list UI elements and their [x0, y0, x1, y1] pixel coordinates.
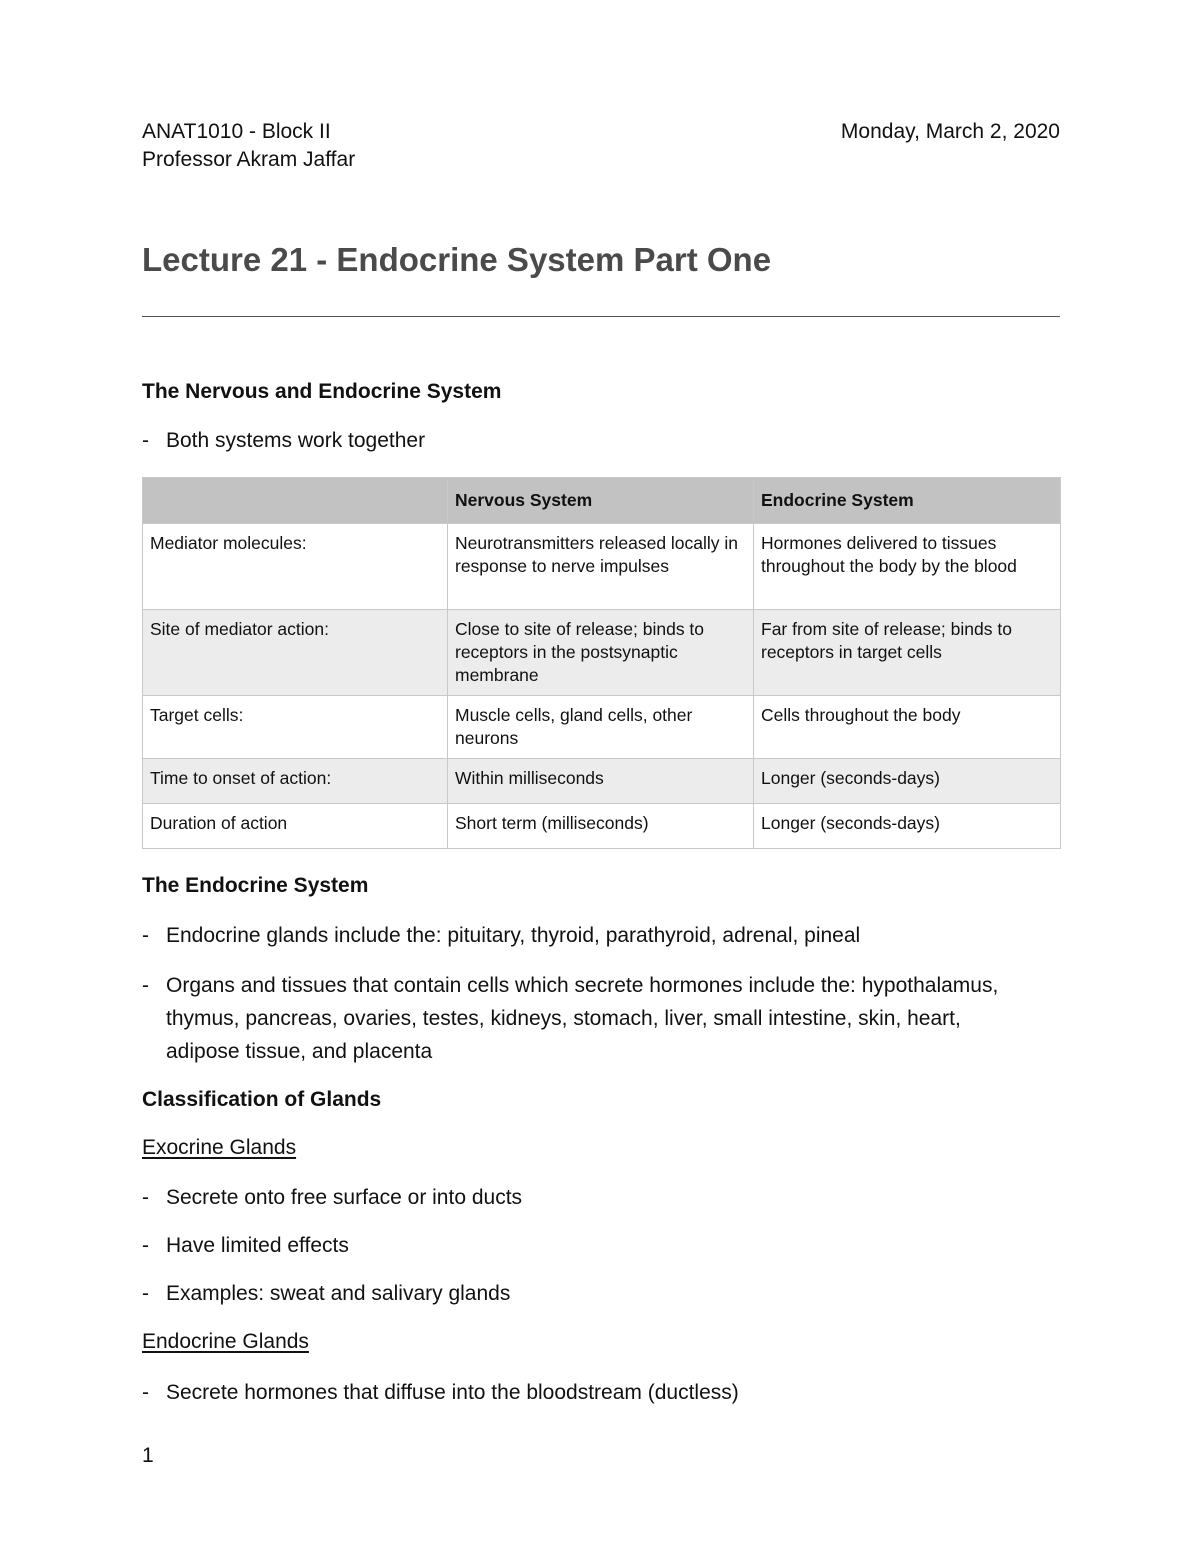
bullet-text: Organs and tissues that contain cells which secrete hormones include the: hypothalamus, thymus, pancreas, ovaries, testes, kidneys, stomach, liver, small intestine, skin, heart, adipose tissue, and placenta [166, 974, 999, 1063]
table-cell: Site of mediator action: [143, 610, 448, 696]
bullet-marker: - [142, 974, 149, 997]
table-cell: Time to onset of action: [143, 759, 448, 804]
table-cell: Short term (milliseconds) [448, 804, 754, 849]
table-cell: Duration of action [143, 804, 448, 849]
table-cell: Target cells: [143, 696, 448, 759]
lecture-date: Monday, March 2, 2020 [840, 120, 1060, 143]
document-page [142, 0, 1060, 1553]
table-cell: Hormones delivered to tissues throughout the body by the blood [754, 524, 1061, 610]
table-cell: Longer (seconds-days) [754, 759, 1061, 804]
table-cell: Muscle cells, gland cells, other neurons [448, 696, 754, 759]
section-heading-endocrine-system: The Endocrine System [142, 874, 369, 897]
bullet-text: Endocrine glands include the: pituitary, thyroid, parathyroid, adrenal, pineal [166, 924, 861, 947]
table-header-nervous: Nervous System [448, 478, 754, 524]
comparison-table [142, 477, 1061, 849]
bullet-marker: - [142, 1234, 149, 1257]
bullet-marker: - [142, 1381, 149, 1404]
list-item [142, 424, 1022, 457]
table-row [143, 610, 1061, 696]
table-header-blank [143, 478, 448, 524]
table-row [143, 804, 1061, 849]
table-cell: Within milliseconds [448, 759, 754, 804]
header-left [142, 118, 355, 174]
section-heading-classification: Classification of Glands [142, 1088, 382, 1111]
list-item [142, 1181, 1022, 1214]
bullet-marker: - [142, 429, 149, 452]
table-cell: Mediator molecules: [143, 524, 448, 610]
list-item [142, 1376, 1022, 1409]
list-item [142, 1277, 1022, 1310]
bullet-text: Secrete hormones that diffuse into the bloodstream (ductless) [166, 1381, 739, 1404]
section-heading-nervous-endocrine: The Nervous and Endocrine System [142, 380, 502, 403]
page-title: Lecture 21 - Endocrine System Part One [142, 241, 772, 278]
bullet-text: Examples: sweat and salivary glands [166, 1282, 511, 1305]
table-cell: Cells throughout the body [754, 696, 1061, 759]
table-cell: Far from site of release; binds to receptors in target cells [754, 610, 1061, 696]
table-header-endocrine: Endocrine System [754, 478, 1061, 524]
table-row [143, 696, 1061, 759]
bullet-text: Have limited effects [166, 1234, 349, 1257]
bullet-text: Both systems work together [166, 429, 426, 452]
bullet-marker: - [142, 1282, 149, 1305]
list-item [142, 969, 1022, 1068]
subheading-endocrine-glands: Endocrine Glands [142, 1330, 309, 1353]
page-number: 1 [142, 1444, 154, 1467]
title-divider [142, 316, 1060, 317]
table-cell: Longer (seconds-days) [754, 804, 1061, 849]
table-cell: Neurotransmitters released locally in response to nerve impulses [448, 524, 754, 610]
bullet-marker: - [142, 1186, 149, 1209]
course-name: ANAT1010 - Block II [142, 120, 331, 143]
list-item [142, 919, 1022, 952]
subheading-exocrine-glands: Exocrine Glands [142, 1136, 297, 1159]
professor-name: Professor Akram Jaffar [142, 148, 356, 171]
table-header-row [143, 478, 1061, 524]
bullet-text: Secrete onto free surface or into ducts [166, 1186, 523, 1209]
bullet-marker: - [142, 924, 149, 947]
list-item [142, 1229, 1022, 1262]
table-row [143, 524, 1061, 610]
table-cell: Close to site of release; binds to receptors in the postsynaptic membrane [448, 610, 754, 696]
table-row [143, 759, 1061, 804]
